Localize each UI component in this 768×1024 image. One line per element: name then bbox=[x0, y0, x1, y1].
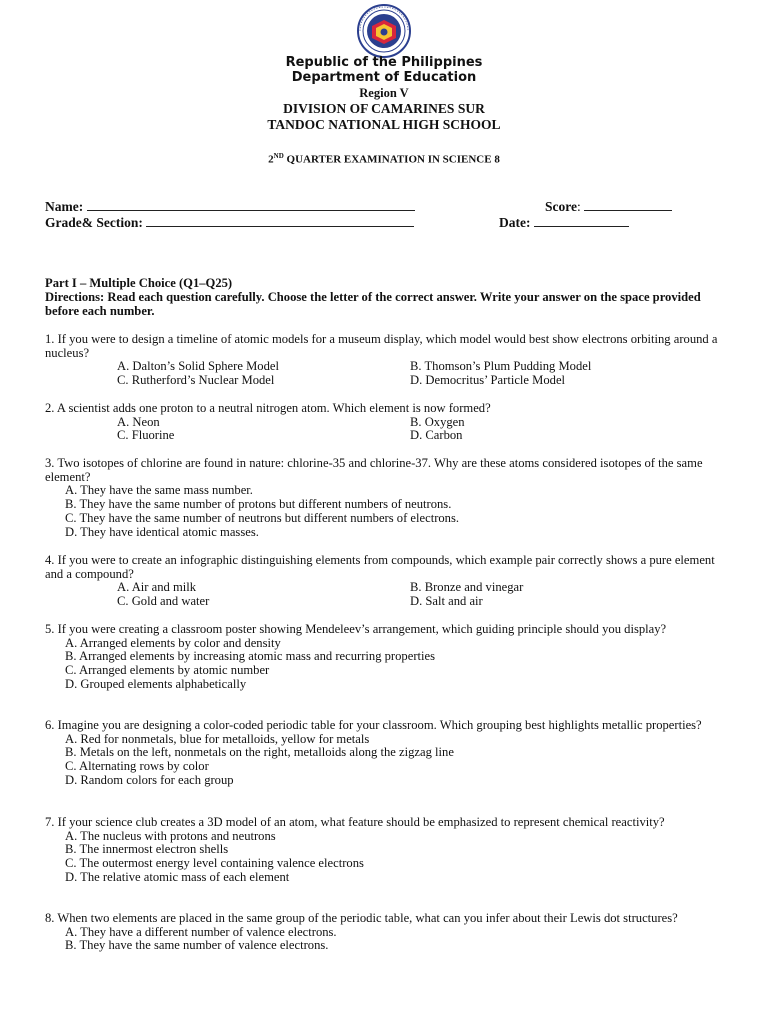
option-b[interactable]: B. They have the same number of protons but different numbers of neutrons. bbox=[65, 497, 452, 512]
question-5 bbox=[45, 623, 735, 692]
options-grid bbox=[45, 416, 735, 443]
option-d[interactable]: D. They have identical atomic masses. bbox=[65, 524, 259, 539]
option-c[interactable]: C. Gold and water bbox=[117, 594, 210, 609]
question-2 bbox=[45, 402, 735, 443]
option-b[interactable]: B. Oxygen bbox=[410, 414, 465, 429]
option-b[interactable]: B. Thomson’s Plum Pudding Model bbox=[410, 359, 592, 374]
option-a[interactable]: A. Red for nonmetals, blue for metalloids, yellow for metals bbox=[65, 731, 370, 746]
header-region: Region V bbox=[359, 86, 409, 100]
option-c[interactable]: C. Rutherford’s Nuclear Model bbox=[117, 373, 275, 388]
score-field bbox=[545, 199, 672, 215]
option-b[interactable]: B. Bronze and vinegar bbox=[410, 580, 524, 595]
question-4 bbox=[45, 554, 735, 609]
question-text: 4. If you were to create an infographic distinguishing elements from compounds, which example pair correctly shows a pure element and a compound? bbox=[45, 553, 715, 581]
exam-title-number: 2 bbox=[268, 153, 274, 166]
option-b[interactable]: B. Metals on the left, nonmetals on the right, metalloids along the zigzag line bbox=[65, 745, 454, 760]
grade-section-blank[interactable] bbox=[146, 215, 414, 227]
exam-title bbox=[0, 149, 768, 168]
score-label: Score bbox=[545, 199, 577, 214]
question-text: 1. If you were to design a timeline of atomic models for a museum display, which model would best show electrons orbiting around a nucleus? bbox=[45, 332, 718, 360]
option-d[interactable]: D. Grouped elements alphabetically bbox=[65, 676, 247, 691]
name-label: Name: bbox=[45, 199, 84, 214]
name-blank[interactable] bbox=[87, 199, 415, 211]
option-a[interactable]: A. Neon bbox=[117, 414, 160, 429]
question-text: 5. If you were creating a classroom poster showing Mendeleev’s arrangement, which guiding principle should you display? bbox=[45, 622, 667, 636]
header-line-department: Department of Education bbox=[291, 70, 477, 85]
name-score-row bbox=[45, 199, 735, 215]
option-b[interactable]: B. They have the same number of valence electrons. bbox=[65, 938, 329, 953]
date-blank[interactable] bbox=[534, 215, 629, 227]
option-c[interactable]: C. They have the same number of neutrons but different numbers of electrons. bbox=[65, 510, 460, 525]
question-text: 2. A scientist adds one proton to a neutral nitrogen atom. Which element is now formed? bbox=[45, 401, 491, 415]
option-b[interactable]: B. Arranged elements by increasing atomic mass and recurring properties bbox=[65, 649, 435, 664]
grade-date-row bbox=[45, 215, 735, 231]
option-c[interactable]: C. Alternating rows by color bbox=[65, 759, 209, 774]
header-division: DIVISION OF CAMARINES SUR bbox=[283, 101, 485, 116]
exam-title-ordinal: ND bbox=[273, 152, 284, 160]
option-d[interactable]: D. Random colors for each group bbox=[65, 772, 234, 787]
directions: Directions: Read each question carefully. Choose the letter of the correct answer. Write your answer on the space provided before each number. bbox=[45, 290, 701, 318]
question-3 bbox=[45, 457, 735, 539]
option-a[interactable]: A. They have the same mass number. bbox=[65, 483, 253, 498]
option-c[interactable]: C. The outermost energy level containing valence electrons bbox=[65, 856, 364, 871]
option-c[interactable]: C. Arranged elements by atomic number bbox=[65, 663, 270, 678]
options-grid bbox=[45, 360, 735, 387]
option-d[interactable]: D. Salt and air bbox=[410, 594, 483, 609]
header-school: TANDOC NATIONAL HIGH SCHOOL bbox=[267, 117, 501, 132]
question-text: 8. When two elements are placed in the same group of the periodic table, what can you infer about their Lewis dot structures? bbox=[45, 911, 678, 925]
options-grid bbox=[45, 581, 735, 608]
option-d[interactable]: D. The relative atomic mass of each element bbox=[65, 869, 290, 884]
option-a[interactable]: A. Air and milk bbox=[117, 580, 197, 595]
option-c[interactable]: C. Fluorine bbox=[117, 428, 175, 443]
date-field bbox=[499, 215, 629, 231]
option-a[interactable]: A. They have a different number of valence electrons. bbox=[65, 924, 337, 939]
option-d[interactable]: D. Democritus’ Particle Model bbox=[410, 373, 566, 388]
question-6 bbox=[45, 719, 735, 788]
question-text: 6. Imagine you are designing a color-coded periodic table for your classroom. Which grouping best highlights metallic properties? bbox=[45, 718, 702, 732]
option-b[interactable]: B. The innermost electron shells bbox=[65, 842, 229, 857]
exam-title-text: QUARTER EXAMINATION IN SCIENCE 8 bbox=[283, 153, 500, 166]
question-7 bbox=[45, 816, 735, 885]
deped-seal-logo bbox=[352, 4, 416, 58]
option-d[interactable]: D. Carbon bbox=[410, 428, 463, 443]
question-1 bbox=[45, 333, 735, 388]
question-8 bbox=[45, 912, 735, 953]
option-a[interactable]: A. Arranged elements by color and density bbox=[65, 635, 281, 650]
part-title: Part I – Multiple Choice (Q1–Q25) bbox=[45, 276, 233, 290]
question-text: 3. Two isotopes of chlorine are found in nature: chlorine-35 and chlorine-37. Why are these atoms considered isotopes of the same element? bbox=[45, 456, 703, 484]
date-label: Date: bbox=[499, 215, 531, 230]
question-text: 7. If your science club creates a 3D model of an atom, what feature should be emphasized to represent chemical reactivity? bbox=[45, 815, 665, 829]
score-blank[interactable] bbox=[584, 199, 672, 211]
grade-section-label: Grade& Section: bbox=[45, 215, 143, 230]
option-a[interactable]: A. Dalton’s Solid Sphere Model bbox=[117, 359, 279, 374]
header-line-republic: Republic of the Philippines bbox=[285, 55, 483, 70]
option-a[interactable]: A. The nucleus with protons and neutrons bbox=[65, 828, 276, 843]
score-colon: : bbox=[577, 199, 581, 214]
